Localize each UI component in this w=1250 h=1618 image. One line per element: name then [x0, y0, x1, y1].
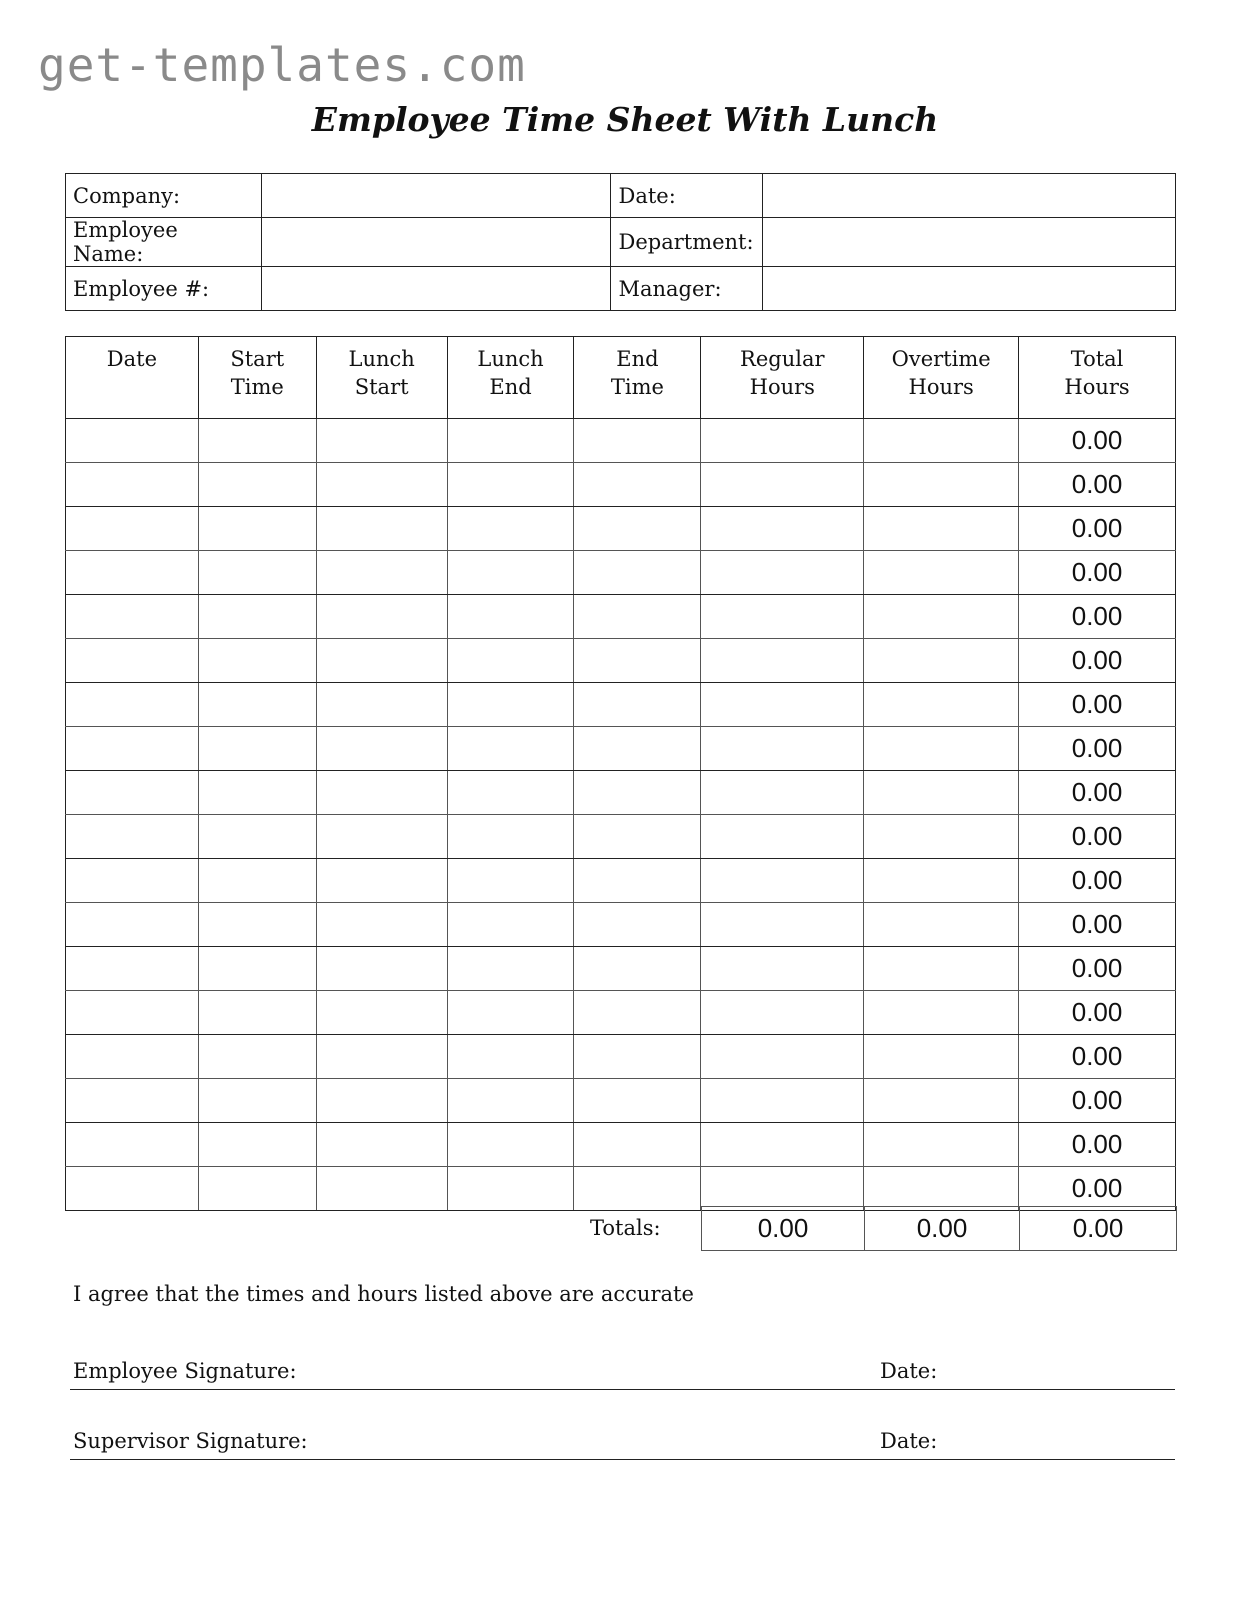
column-header-line: Lunch	[477, 347, 544, 371]
entry-cell[interactable]	[198, 1035, 316, 1079]
entry-cell[interactable]	[574, 727, 701, 771]
entry-cell[interactable]	[316, 551, 447, 595]
total-hours-cell: 0.00	[1019, 815, 1176, 859]
total-hours-cell: 0.00	[1019, 859, 1176, 903]
entry-cell[interactable]	[198, 419, 316, 463]
entry-cell[interactable]	[574, 639, 701, 683]
entry-cell[interactable]	[864, 947, 1019, 991]
entry-cell[interactable]	[198, 727, 316, 771]
entry-cell[interactable]	[66, 683, 199, 727]
table-row	[66, 683, 1176, 727]
entry-cell[interactable]	[701, 815, 864, 859]
entry-cell[interactable]	[701, 1167, 864, 1211]
entry-cell[interactable]	[66, 727, 199, 771]
entry-cell[interactable]	[198, 859, 316, 903]
supervisor-date-label: Date:	[880, 1429, 938, 1453]
entry-cell[interactable]	[574, 1167, 701, 1211]
table-row	[66, 1035, 1176, 1079]
column-header-line: Time	[230, 375, 284, 399]
employee-date-label: Date:	[880, 1359, 938, 1383]
table-row	[66, 463, 1176, 507]
entry-cell[interactable]	[316, 639, 447, 683]
entry-cell[interactable]	[66, 815, 199, 859]
entry-cell[interactable]	[574, 463, 701, 507]
table-row	[66, 947, 1176, 991]
entry-cell[interactable]	[198, 771, 316, 815]
totals-label: Totals:	[590, 1216, 661, 1240]
table-row	[66, 771, 1176, 815]
entry-cell[interactable]	[864, 903, 1019, 947]
entry-cell[interactable]	[316, 771, 447, 815]
entry-cell[interactable]	[66, 507, 199, 551]
entry-cell[interactable]	[316, 859, 447, 903]
department-field[interactable]	[763, 218, 1176, 267]
column-header-line: Total	[1070, 347, 1124, 371]
entry-cell[interactable]	[574, 551, 701, 595]
watermark: get-templates.com	[38, 38, 526, 92]
table-row	[66, 903, 1176, 947]
entry-cell[interactable]	[198, 595, 316, 639]
entry-cell[interactable]	[316, 463, 447, 507]
entry-cell[interactable]	[864, 683, 1019, 727]
total-hours-cell: 0.00	[1019, 771, 1176, 815]
entry-cell[interactable]	[864, 771, 1019, 815]
entry-cell[interactable]	[447, 1123, 574, 1167]
entry-cell[interactable]	[316, 507, 447, 551]
entry-cell[interactable]	[864, 463, 1019, 507]
table-row	[66, 507, 1176, 551]
entry-cell[interactable]	[574, 419, 701, 463]
entry-cell[interactable]	[66, 1167, 199, 1211]
entry-cell[interactable]	[701, 771, 864, 815]
entry-cell[interactable]	[864, 991, 1019, 1035]
entry-cell[interactable]	[198, 683, 316, 727]
entry-cell[interactable]	[701, 991, 864, 1035]
entry-cell[interactable]	[864, 551, 1019, 595]
entry-cell[interactable]	[316, 903, 447, 947]
entry-cell[interactable]	[447, 639, 574, 683]
entry-cell[interactable]	[66, 1079, 199, 1123]
column-header	[701, 337, 864, 419]
entry-cell[interactable]	[701, 947, 864, 991]
overtime-hours-total: 0.00	[864, 1206, 1020, 1251]
entry-cell[interactable]	[447, 551, 574, 595]
entry-cell[interactable]	[198, 507, 316, 551]
entry-cell[interactable]	[198, 463, 316, 507]
entry-cell[interactable]	[66, 639, 199, 683]
entry-cell[interactable]	[574, 1035, 701, 1079]
entry-cell[interactable]	[447, 1079, 574, 1123]
supervisor-signature-line[interactable]	[70, 1425, 1175, 1460]
entry-cell[interactable]	[447, 463, 574, 507]
column-header-line: Time	[610, 375, 664, 399]
entry-cell[interactable]	[316, 1167, 447, 1211]
entry-cell[interactable]	[864, 815, 1019, 859]
page-title: Employee Time Sheet With Lunch	[311, 100, 939, 139]
entry-cell[interactable]	[316, 815, 447, 859]
entry-cell[interactable]	[447, 947, 574, 991]
entry-cell[interactable]	[864, 639, 1019, 683]
entry-cell[interactable]	[574, 507, 701, 551]
entry-cell[interactable]	[574, 683, 701, 727]
column-header-line: Start	[354, 375, 409, 399]
entry-cell[interactable]	[447, 419, 574, 463]
entry-cell[interactable]	[447, 991, 574, 1035]
employee-info-table	[65, 173, 1176, 311]
entry-cell[interactable]	[701, 595, 864, 639]
entry-cell[interactable]	[447, 771, 574, 815]
column-header-line: Start	[230, 347, 285, 371]
total-hours-cell: 0.00	[1019, 1079, 1176, 1123]
company-field[interactable]	[261, 174, 611, 218]
employee-signature-label: Employee Signature:	[73, 1359, 297, 1383]
employee-name-label: Employee Name:	[66, 218, 262, 267]
column-header-line: Date	[106, 347, 158, 371]
entry-cell[interactable]	[701, 639, 864, 683]
entry-cell[interactable]	[574, 815, 701, 859]
total-hours-total: 0.00	[1019, 1206, 1177, 1251]
column-header-line: Lunch	[348, 347, 415, 371]
column-header-line: Regular	[740, 347, 825, 371]
entry-cell[interactable]	[198, 947, 316, 991]
supervisor-signature-label: Supervisor Signature:	[73, 1429, 308, 1453]
entry-cell[interactable]	[701, 551, 864, 595]
entry-cell[interactable]	[447, 727, 574, 771]
column-header-line: Hours	[908, 375, 974, 399]
entry-cell[interactable]	[316, 1123, 447, 1167]
column-header-line: Hours	[1064, 375, 1130, 399]
table-row	[66, 1167, 1176, 1211]
total-hours-cell: 0.00	[1019, 463, 1176, 507]
column-header	[574, 337, 701, 419]
entry-cell[interactable]	[66, 991, 199, 1035]
table-row	[66, 991, 1176, 1035]
column-header-line: End	[489, 375, 532, 399]
entry-cell[interactable]	[198, 1079, 316, 1123]
entry-cell[interactable]	[447, 683, 574, 727]
entry-cell[interactable]	[701, 903, 864, 947]
entry-cell[interactable]	[447, 1035, 574, 1079]
entry-cell[interactable]	[198, 1123, 316, 1167]
table-row	[66, 1123, 1176, 1167]
table-row	[66, 419, 1176, 463]
entry-cell[interactable]	[198, 991, 316, 1035]
table-row	[66, 595, 1176, 639]
entry-cell[interactable]	[447, 903, 574, 947]
entry-cell[interactable]	[198, 551, 316, 595]
table-row	[66, 727, 1176, 771]
total-hours-cell: 0.00	[1019, 419, 1176, 463]
entry-cell[interactable]	[574, 1079, 701, 1123]
entry-cell[interactable]	[864, 727, 1019, 771]
entry-cell[interactable]	[66, 419, 199, 463]
regular-hours-total: 0.00	[701, 1206, 865, 1251]
column-header	[864, 337, 1019, 419]
entry-cell[interactable]	[447, 815, 574, 859]
agreement-text: I agree that the times and hours listed above are accurate	[73, 1282, 694, 1306]
date-field[interactable]	[763, 174, 1176, 218]
entry-cell[interactable]	[864, 859, 1019, 903]
column-header	[1019, 337, 1176, 419]
entry-cell[interactable]	[864, 419, 1019, 463]
entry-cell[interactable]	[316, 991, 447, 1035]
entry-cell[interactable]	[574, 1123, 701, 1167]
total-hours-cell: 0.00	[1019, 507, 1176, 551]
entry-cell[interactable]	[864, 1035, 1019, 1079]
table-row	[66, 639, 1176, 683]
employee-number-field[interactable]	[261, 267, 611, 311]
entry-cell[interactable]	[447, 1167, 574, 1211]
company-label: Company:	[66, 174, 262, 218]
entry-cell[interactable]	[316, 1079, 447, 1123]
entry-cell[interactable]	[701, 419, 864, 463]
entry-cell[interactable]	[574, 859, 701, 903]
totals-row	[65, 1206, 1176, 1251]
total-hours-cell: 0.00	[1019, 595, 1176, 639]
entry-cell[interactable]	[701, 463, 864, 507]
entry-cell[interactable]	[66, 1123, 199, 1167]
column-header	[316, 337, 447, 419]
total-hours-cell: 0.00	[1019, 1123, 1176, 1167]
entry-cell[interactable]	[864, 1123, 1019, 1167]
entry-cell[interactable]	[574, 771, 701, 815]
entry-cell[interactable]	[66, 947, 199, 991]
entry-cell[interactable]	[316, 419, 447, 463]
entry-cell[interactable]	[66, 903, 199, 947]
department-label: Department:	[611, 218, 763, 267]
entry-cell[interactable]	[701, 859, 864, 903]
entry-cell[interactable]	[66, 595, 199, 639]
entry-cell[interactable]	[574, 903, 701, 947]
total-hours-cell: 0.00	[1019, 903, 1176, 947]
entry-cell[interactable]	[198, 815, 316, 859]
column-header-line: Overtime	[891, 347, 991, 371]
column-header	[198, 337, 316, 419]
entry-cell[interactable]	[701, 1123, 864, 1167]
total-hours-cell: 0.00	[1019, 991, 1176, 1035]
table-row	[66, 551, 1176, 595]
column-header	[447, 337, 574, 419]
column-header-line: End	[616, 347, 659, 371]
table-row	[66, 859, 1176, 903]
entry-cell[interactable]	[701, 683, 864, 727]
entry-cell[interactable]	[701, 727, 864, 771]
employee-name-field[interactable]	[261, 218, 611, 267]
total-hours-cell: 0.00	[1019, 1167, 1176, 1211]
entry-cell[interactable]	[701, 1079, 864, 1123]
entry-cell[interactable]	[701, 1035, 864, 1079]
entry-cell[interactable]	[447, 859, 574, 903]
total-hours-cell: 0.00	[1019, 947, 1176, 991]
entry-cell[interactable]	[864, 1079, 1019, 1123]
entry-cell[interactable]	[316, 683, 447, 727]
date-label: Date:	[611, 174, 763, 218]
employee-signature-line[interactable]	[70, 1355, 1175, 1390]
total-hours-cell: 0.00	[1019, 551, 1176, 595]
table-row	[66, 1079, 1176, 1123]
total-hours-cell: 0.00	[1019, 639, 1176, 683]
entry-cell[interactable]	[66, 859, 199, 903]
column-header-line: Hours	[749, 375, 815, 399]
entry-cell[interactable]	[864, 507, 1019, 551]
manager-label: Manager:	[611, 267, 763, 311]
total-hours-cell: 0.00	[1019, 683, 1176, 727]
entry-cell[interactable]	[701, 507, 864, 551]
entry-cell[interactable]	[198, 1167, 316, 1211]
entry-cell[interactable]	[66, 551, 199, 595]
entry-cell[interactable]	[316, 727, 447, 771]
table-row	[66, 815, 1176, 859]
entry-cell[interactable]	[864, 1167, 1019, 1211]
entry-cell[interactable]	[574, 947, 701, 991]
manager-field[interactable]	[763, 267, 1176, 311]
entry-cell[interactable]	[66, 1035, 199, 1079]
entry-cell[interactable]	[447, 507, 574, 551]
entry-cell[interactable]	[316, 1035, 447, 1079]
entry-cell[interactable]	[66, 463, 199, 507]
total-hours-cell: 0.00	[1019, 1035, 1176, 1079]
column-header	[66, 337, 199, 419]
entry-cell[interactable]	[574, 595, 701, 639]
timesheet-table	[65, 336, 1176, 1211]
employee-number-label: Employee #:	[66, 267, 262, 311]
entry-cell[interactable]	[447, 595, 574, 639]
entry-cell[interactable]	[316, 947, 447, 991]
entry-cell[interactable]	[198, 903, 316, 947]
entry-cell[interactable]	[66, 771, 199, 815]
entry-cell[interactable]	[864, 595, 1019, 639]
total-hours-cell: 0.00	[1019, 727, 1176, 771]
entry-cell[interactable]	[198, 639, 316, 683]
entry-cell[interactable]	[574, 991, 701, 1035]
entry-cell[interactable]	[316, 595, 447, 639]
